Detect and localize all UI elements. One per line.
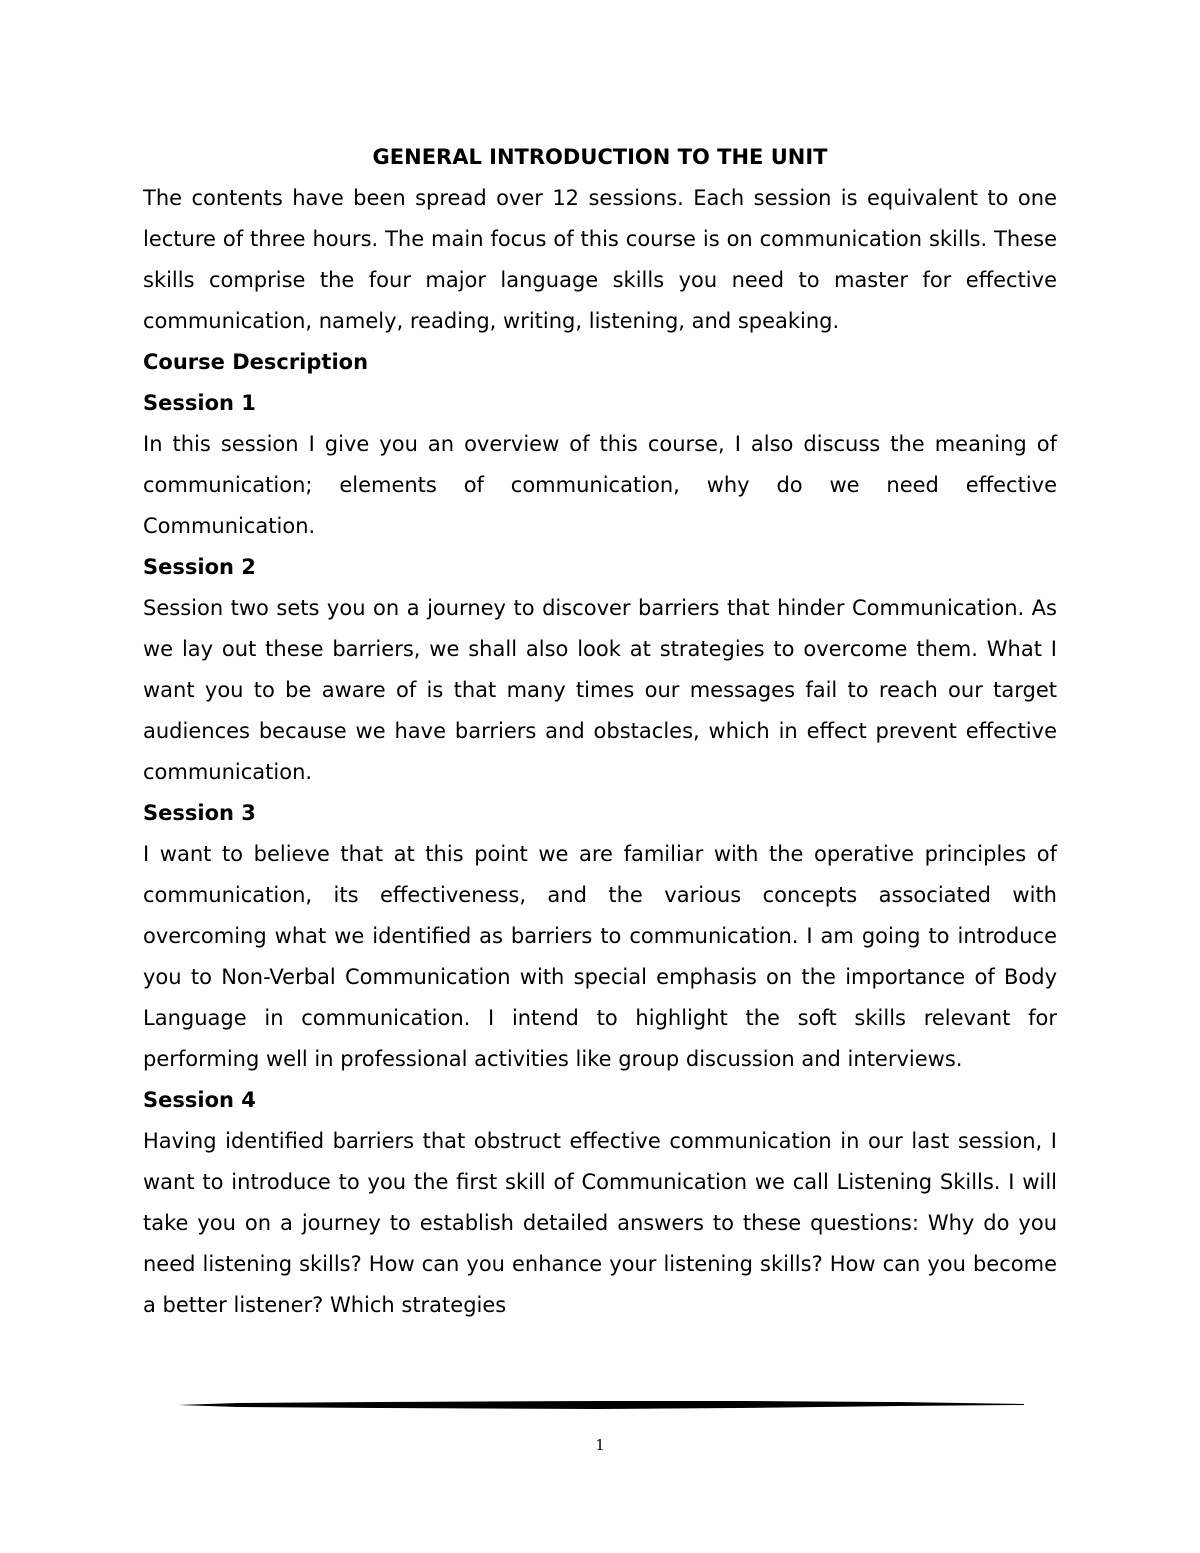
document-title: GENERAL INTRODUCTION TO THE UNIT — [372, 145, 828, 169]
session-1-heading: Session 1 — [143, 391, 256, 415]
session-4-text: Having identified barriers that obstruct effective communication in our last session, I want to introduce to you the first skill of Communication we call Listening Skills. I will take you on a journey to establish detailed answers to these questions: Why do you need listening skills? How can you enhance your listening skills? How can you become a better listener? Which strategies — [143, 1129, 1057, 1317]
session-1-text: In this session I give you an overview of this course, I also discuss the meaning of communication; elements of communication, why do we need effective Communication. — [143, 432, 1057, 538]
intro-paragraph: The contents have been spread over 12 sessions. Each session is equivalent to one lecture of three hours. The main focus of this course is on communication skills. These skills comprise the four major language skills you need to master for effective communication, namely, reading, writing, listening, and speaking. — [143, 186, 1057, 333]
session-3-heading: Session 3 — [143, 801, 256, 825]
course-description-heading: Course Description — [143, 350, 369, 374]
document-page — [143, 137, 1057, 1326]
session-4-heading: Session 4 — [143, 1088, 256, 1112]
session-2-heading: Session 2 — [143, 555, 256, 579]
session-2-text: Session two sets you on a journey to discover barriers that hinder Communication. As we lay out these barriers, we shall also look at strategies to overcome them. What I want you to be aware of is that many times our messages fail to reach our target audiences because we have barriers and obstacles, which in effect prevent effective communication. — [143, 596, 1057, 784]
page-number: 1 — [595, 1436, 605, 1454]
session-3-text: I want to believe that at this point we are familiar with the operative principles of communication, its effectiveness, and the various concepts associated with overcoming what we identified as barriers to communication. I am going to introduce you to Non-Verbal Communication with special emphasis on the importance of Body Language in communication. I intend to highlight the soft skills relevant for performing well in professional activities like group discussion and interviews. — [143, 842, 1057, 1071]
footer-divider — [178, 1400, 1024, 1412]
